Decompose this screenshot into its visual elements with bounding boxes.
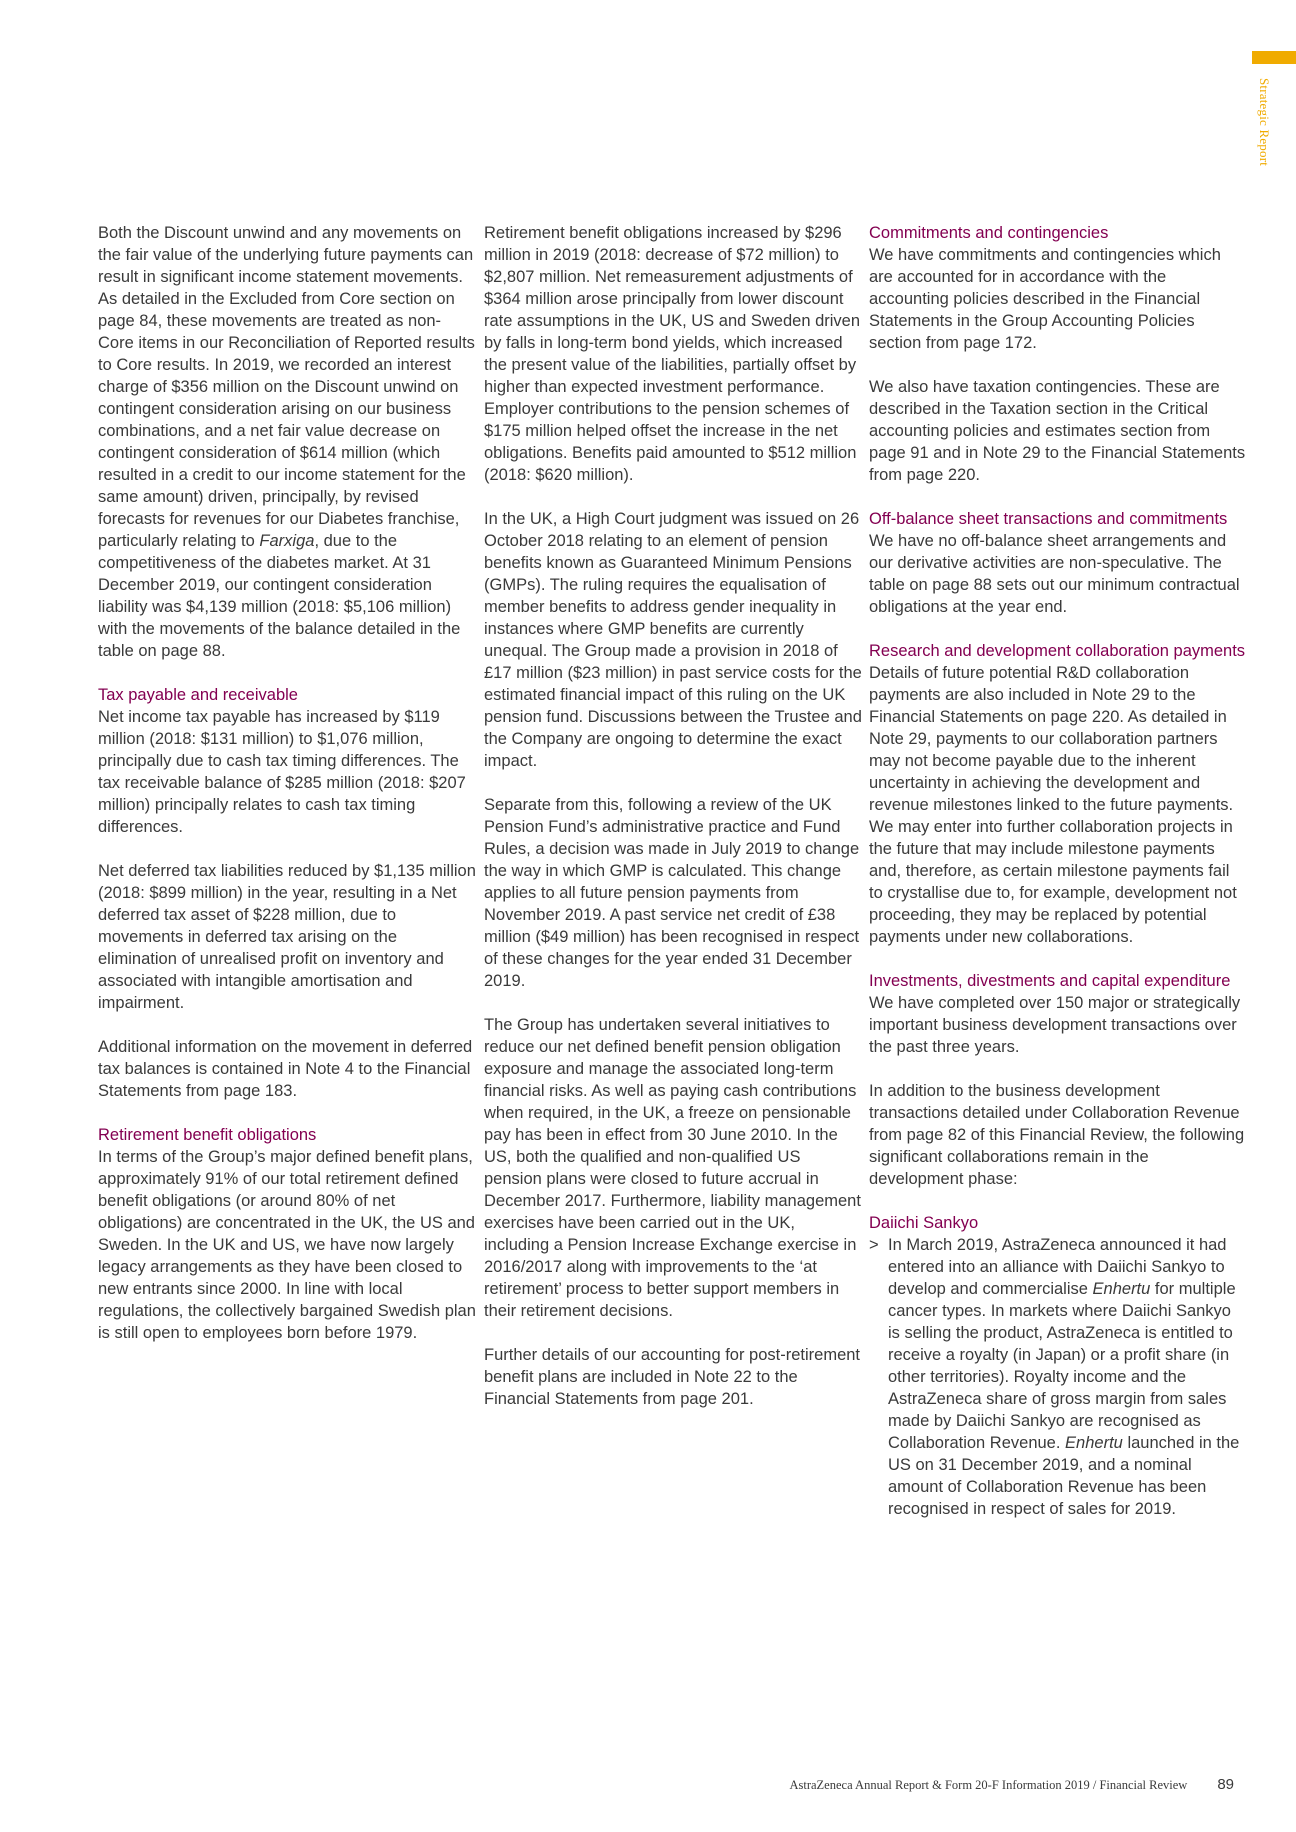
column-1 [98,222,476,1366]
paragraph: Net income tax payable has increased by $119 million (2018: $131 million) to $1,076 million, principally due to cash tax timing differences. The tax receivable balance of $285 million (2018: $207 million) principally relates to cash tax timing differences. [98,708,466,836]
paragraph: In terms of the Group’s major defined benefit plans, approximately 91% of our total retirement defined benefit obligations (or around 80% of net obligations) are concentrated in the UK, the US and Sweden. In the UK and US, we have now largely legacy arrangements as they have been closed to new entrants since 2000. In line with local regulations, the collectively bargained Swedish plan is still open to employees born before 1979. [98,1148,476,1342]
heading-investments: Investments, divestments and capital expenditure [869,972,1231,990]
paragraph: Retirement benefit obligations increased by $296 million in 2019 (2018: decrease of $72 million) to $2,807 million. Net remeasurement adjustments of $364 million arose principally from lower discount rate assumptions in the UK, US and Sweden driven by falls in long-term bond yields, which increased the present value of the liabilities, partially offset by higher than expected investment performance. Employer contributions to the pension schemes of $175 million helped offset the increase in the net obligations. Benefits paid amounted to $512 million (2018: $620 million). [484,224,861,484]
page-footer [789,1776,1234,1796]
section-label: Strategic Report [1257,78,1272,167]
product-name: Enhertu [1092,1280,1151,1298]
footer-text: AstraZeneca Annual Report & Form 20-F Information 2019 / Financial Review [789,1778,1188,1792]
heading-off-balance-sheet: Off-balance sheet transactions and commitments [869,510,1228,528]
product-name: Farxiga [259,532,315,550]
column-2 [484,222,862,1432]
page-number: 89 [1217,1776,1234,1793]
column-3 [869,222,1247,1520]
paragraph: Details of future potential R&D collaboration payments are also included in Note 29 to the Financial Statements on page 220. As detailed in Note 29, payments to our collaboration partners may not become payable due to the inherent uncertainty in achieving the development and revenue milestones linked to the future payments. We may enter into further collaboration projects in the future that may include milestone payments and, therefore, as certain milestone payments fail to crystallise due to, for example, development not proceeding, they may be replaced by potential payments under new collaborations. [869,664,1237,946]
list-item: > In March 2019, AstraZeneca announced it had entered into an alliance with Daiichi Sankyo to develop and commercialise Enhertu for multiple cancer types. In markets where Daiichi Sankyo is selling the product, AstraZeneca is entitled to receive a royalty (in Japan) or a profit share (in other territories). Royalty income and the AstraZeneca share of gross margin from sales made by Daiichi Sankyo are recognised as Collaboration Revenue. Enhertu launched in the US on 31 December 2019, and a nominal amount of Collaboration Revenue has been recognised in respect of sales for 2019. [869,1236,1240,1518]
heading-tax-payable: Tax payable and receivable [98,686,298,704]
heading-retirement-benefit: Retirement benefit obligations [98,1126,317,1144]
paragraph: We have no off-balance sheet arrangements and our derivative activities are non-speculative. The table on page 88 sets out our minimum contractual obligations at the year end. [869,532,1240,616]
paragraph: Further details of our accounting for post-retirement benefit plans are included in Note 22 to the Financial Statements from page 201. [484,1346,861,1408]
paragraph: We have commitments and contingencies which are accounted for in accordance with the accounting policies described in the Financial Statements in the Group Accounting Policies section from page 172. [869,246,1221,352]
paragraph: Net deferred tax liabilities reduced by $1,135 million (2018: $899 million) in the year, resulting in a Net deferred tax asset of $228 million, due to movements in deferred tax arising on the elimination of unrealised profit on inventory and associated with intangible amortisation and impairment. [98,862,476,1012]
paragraph: Both the Discount unwind and any movements on the fair value of the underlying future payments can result in significant income statement movements. As detailed in the Excluded from Core section on page 84, these movements are treated as non-Core items in our Reconciliation of Reported results to Core results. In 2019, we recorded an interest charge of $356 million on the Discount unwind on contingent consideration arising on our business combinations, and a net fair value decrease on contingent consideration of $614 million (which resulted in a credit to our income statement for the same amount) driven, principally, by revised forecasts for revenues for our Diabetes franchise, particularly relating to Farxiga, due to the competitiveness of the diabetes market. At 31 December 2019, our contingent consideration liability was $4,139 million (2018: $5,106 million) with the movements of the balance detailed in the table on page 88. [98,224,475,660]
bullet-list [869,1234,1247,1520]
chevron-right-icon: > [869,1236,879,1254]
heading-commitments: Commitments and contingencies [869,224,1109,242]
paragraph: The Group has undertaken several initiatives to reduce our net defined benefit pension obligation exposure and manage the associated long-term financial risks. As well as paying cash contributions when required, in the UK, a freeze on pensionable pay has been in effect from 30 June 2010. In the US, both the qualified and non-qualified US pension plans were closed to future accrual in December 2017. Furthermore, liability management exercises have been carried out in the UK, including a Pension Increase Exchange exercise in 2016/2017 along with improvements to the ‘at retirement’ process to better support members in their retirement decisions. [484,1016,861,1320]
paragraph: Additional information on the movement in deferred tax balances is contained in Note 4 to the Financial Statements from page 183. [98,1038,473,1100]
heading-daiichi-sankyo: Daiichi Sankyo [869,1214,979,1232]
paragraph: In the UK, a High Court judgment was issued on 26 October 2018 relating to an element of pension benefits known as Guaranteed Minimum Pensions (GMPs). The ruling requires the equalisation of member benefits to address gender inequality in instances where GMP benefits are currently unequal. The Group made a provision in 2018 of £17 million ($23 million) in past service costs for the estimated financial impact of this ruling on the UK pension fund. Discussions between the Trustee and the Company are ongoing to determine the exact impact. [484,510,862,770]
product-name: Enhertu [1065,1434,1123,1452]
paragraph: Separate from this, following a review of the UK Pension Fund’s administrative practice and Fund Rules, a decision was made in July 2019 to change the way in which GMP is calculated. This change applies to all future pension payments from November 2019. A past service net credit of £38 million ($49 million) has been recognised in respect of these changes for the year ended 31 December 2019. [484,796,860,990]
paragraph: In addition to the business development transactions detailed under Collaboration Revenue from page 82 of this Financial Review, the following significant collaborations remain in the development phase: [869,1082,1245,1188]
paragraph: We have completed over 150 major or strategically important business development transactions over the past three years. [869,994,1241,1056]
paragraph: We also have taxation contingencies. These are described in the Taxation section in the Critical accounting policies and estimates section from page 91 and in Note 29 to the Financial Statements from page 220. [869,378,1246,484]
section-tab-marker [1252,51,1296,64]
heading-rd-collaboration: Research and development collaboration payments [869,642,1246,660]
